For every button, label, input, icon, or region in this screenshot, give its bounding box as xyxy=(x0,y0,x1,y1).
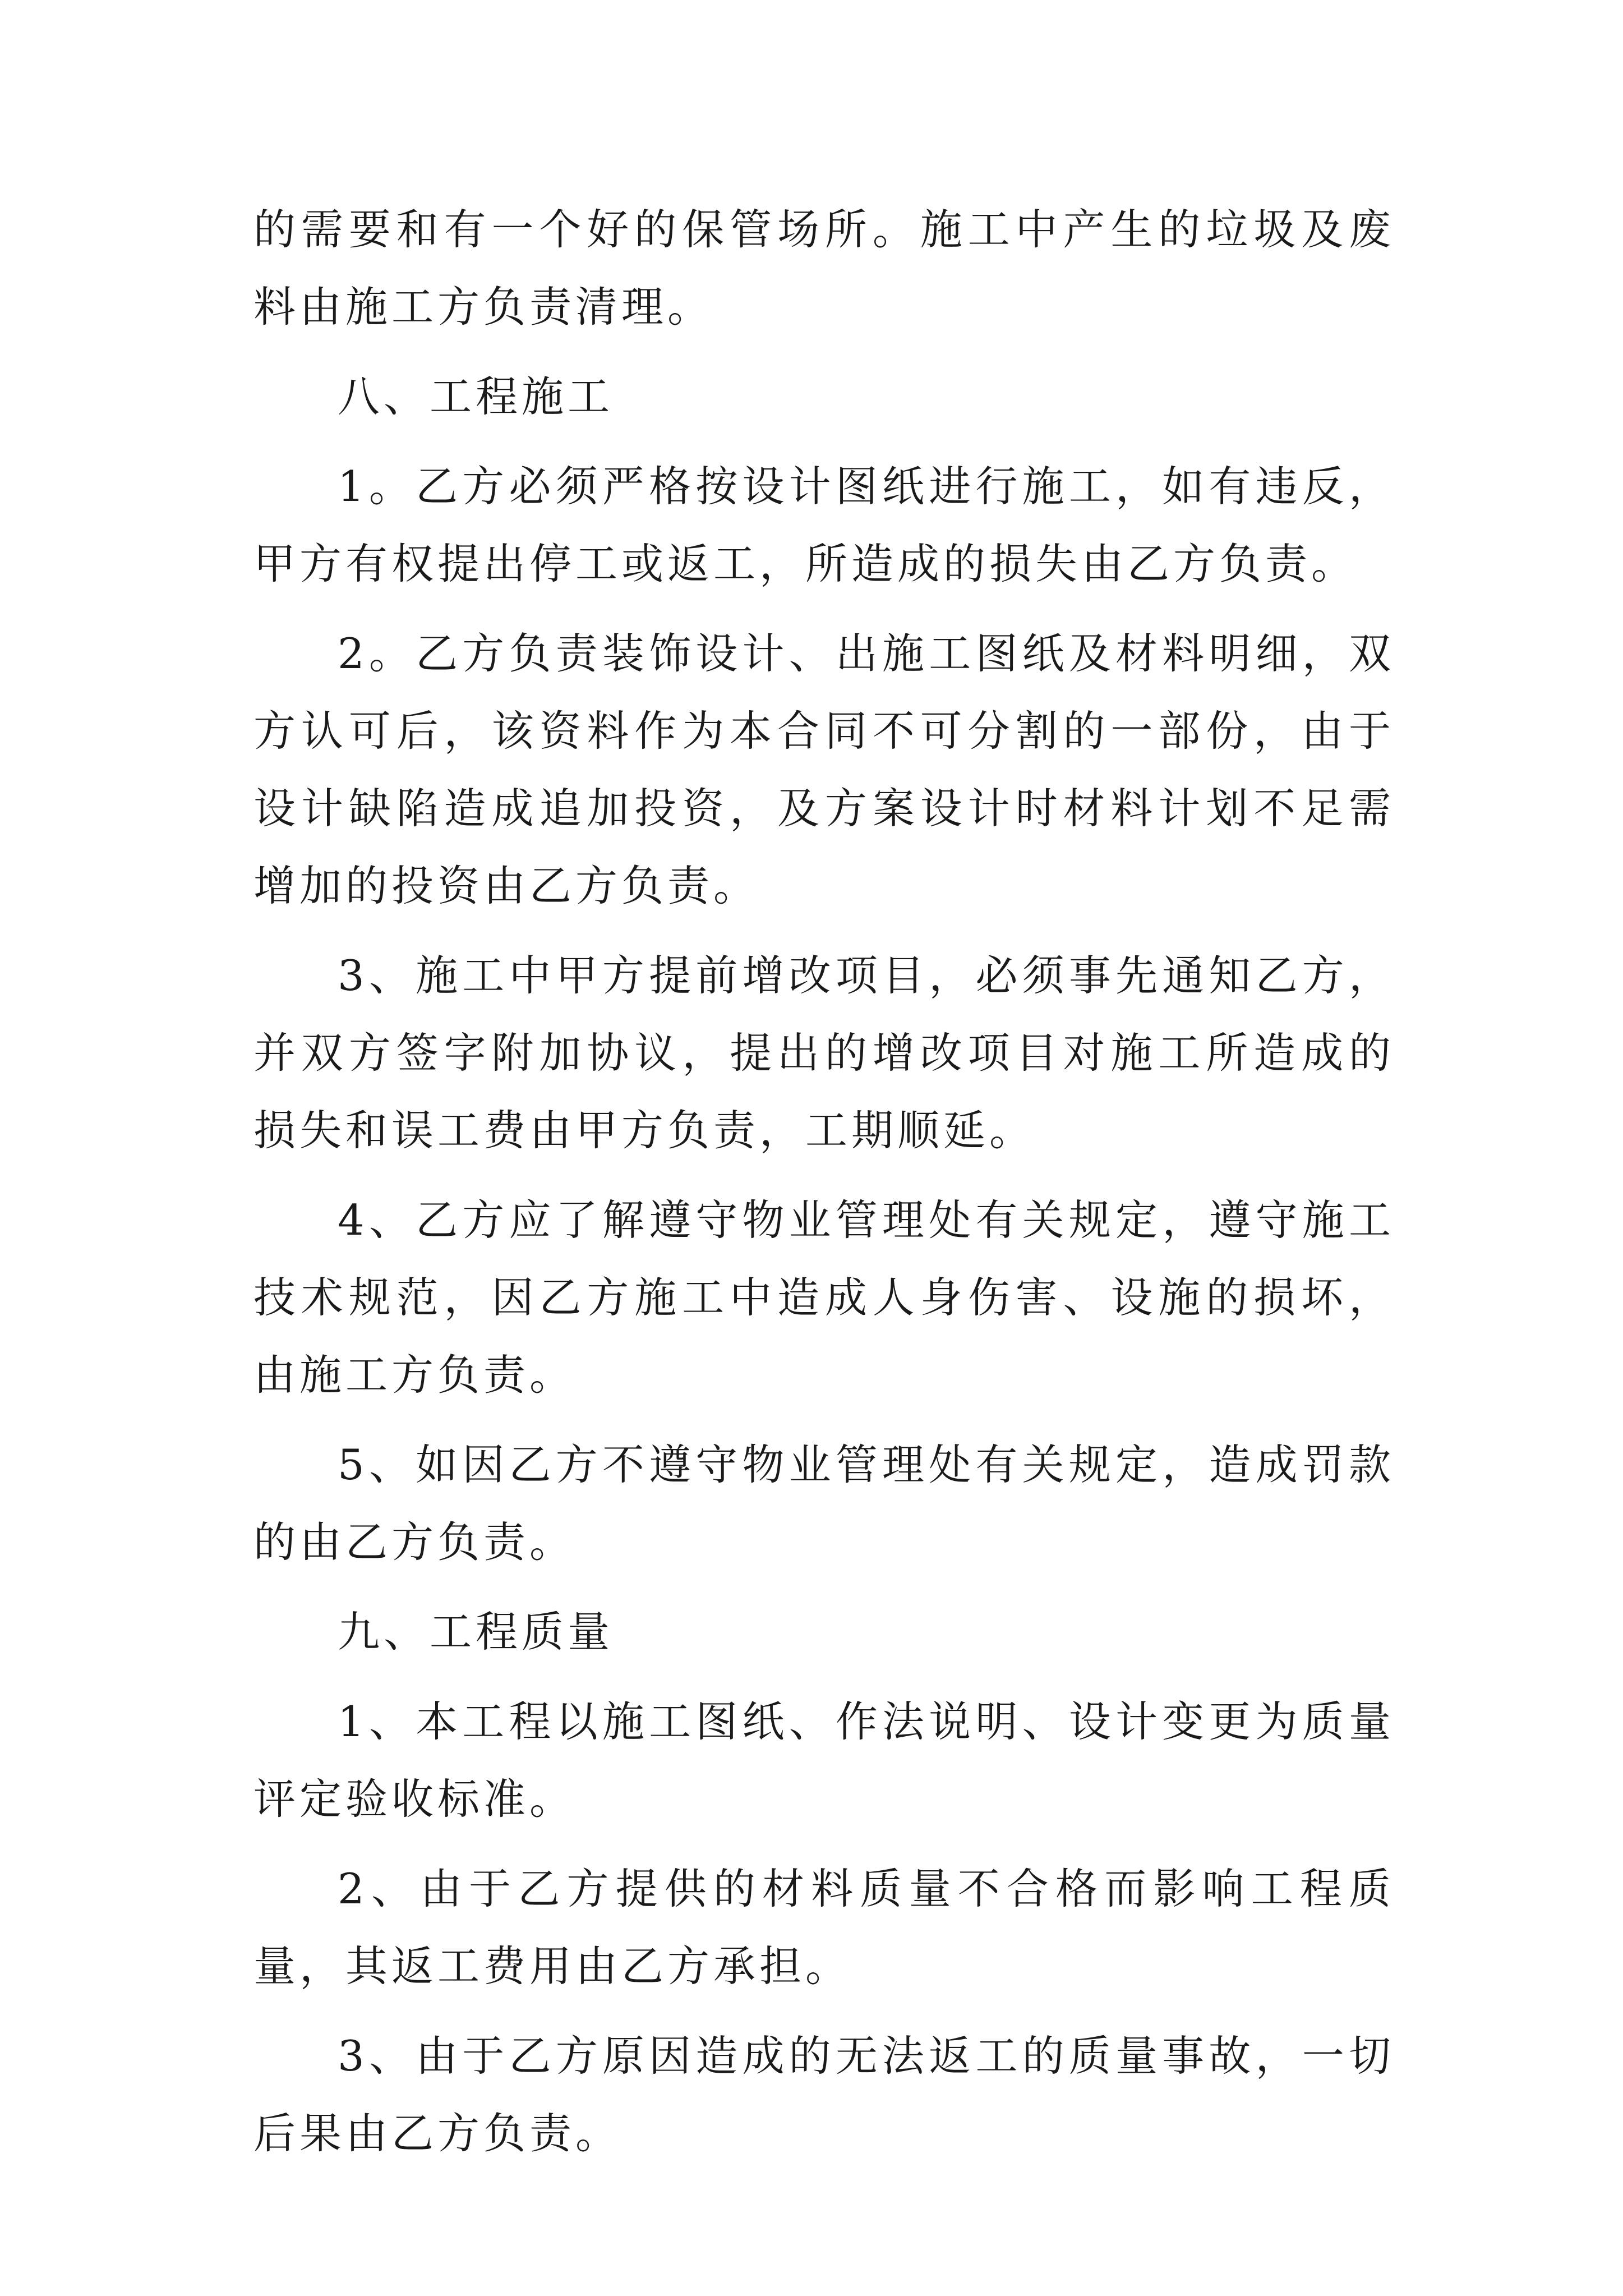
section-heading-8: 八、工程施工 xyxy=(338,372,614,421)
clause-9-2: 2、由于乙方提供的材料质量不合格而影响工程质量，其返工费用由乙方承担。 xyxy=(253,1864,1395,1991)
document-body xyxy=(253,191,1395,2184)
clause-8-4: 4、乙方应了解遵守物业管理处有关规定，遵守施工技术规范，因乙方施工中造成人身伤害、设施的损坏，由施工方负责。 xyxy=(253,1195,1395,1400)
clause-9-1: 1、本工程以施工图纸、作法说明、设计变更为质量评定验收标准。 xyxy=(253,1697,1395,1824)
clause-8-2: 2。乙方负责装饰设计、出施工图纸及材料明细，双方认可后，该资料作为本合同不可分割的一部份，由于设计缺陷造成追加投资，及方案设计时材料计划不足需增加的投资由乙方负责。 xyxy=(253,629,1395,910)
section-heading-9: 九、工程质量 xyxy=(338,1607,614,1657)
clause-8-3: 3、施工中甲方提前增改项目，必须事先通知乙方，并双方签字附加协议，提出的增改项目对施工所造成的损失和误工费由甲方负责，工期顺延。 xyxy=(253,951,1395,1155)
clause-8-5: 5、如因乙方不遵守物业管理处有关规定，造成罚款的由乙方负责。 xyxy=(253,1440,1395,1567)
clause-8-1: 1。乙方必须严格按设计图纸进行施工，如有违反，甲方有权提出停工或返工，所造成的损失由乙方负责。 xyxy=(253,462,1395,588)
clause-9-3: 3、由于乙方原因造成的无法返工的质量事故，一切后果由乙方负责。 xyxy=(253,2031,1395,2158)
paragraph-continuation: 的需要和有一个好的保管场所。施工中产生的垃圾及废料由施工方负责清理。 xyxy=(253,205,1395,332)
